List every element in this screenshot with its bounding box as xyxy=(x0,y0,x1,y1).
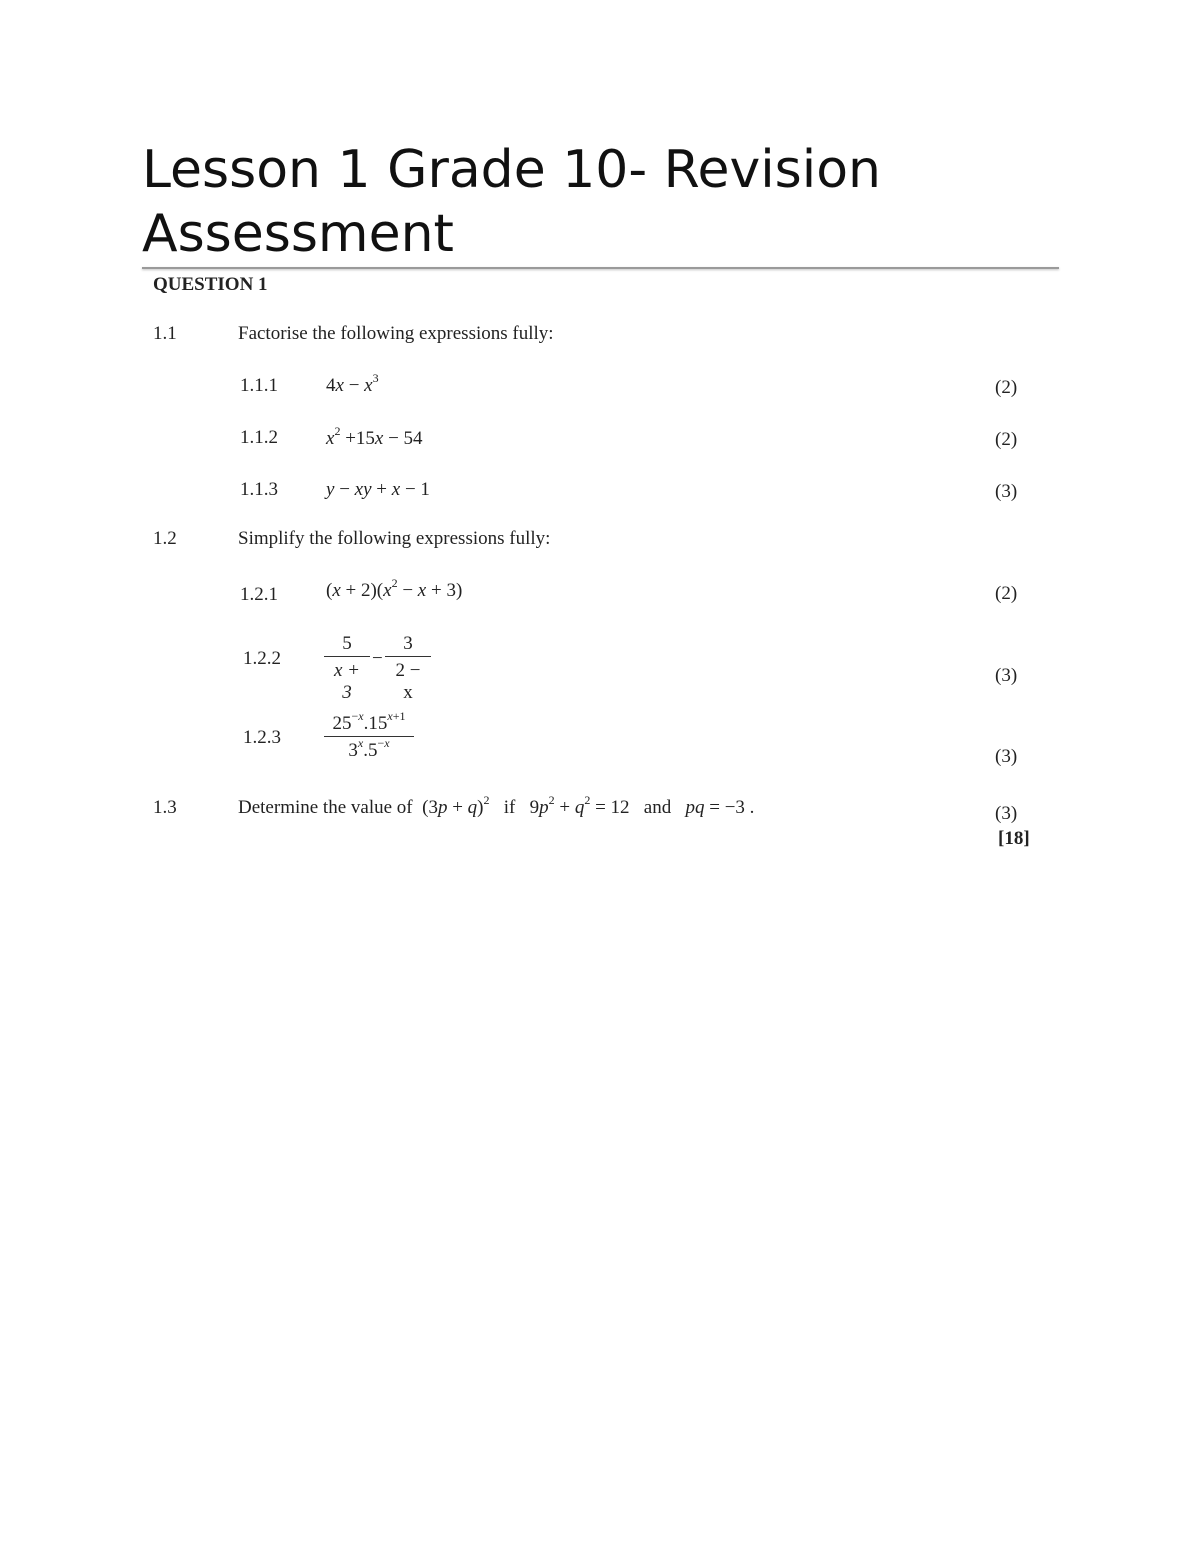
item-number-1-1-1: 1.1.1 xyxy=(240,375,278,396)
fraction-1-2-3: $\frac{25^{-x}.15^{x+1}}{3^x.5^{-x}}$ xyxy=(324,713,414,762)
total-marks: [18] xyxy=(998,828,1030,849)
mark-1-2-3: (3) xyxy=(995,746,1018,767)
mark-1-1-3: (3) xyxy=(995,481,1018,502)
expression-1-2-1: $(x + 2)(x^2 - x + 3)$ xyxy=(326,575,463,601)
mark-1-3: (3) xyxy=(995,803,1018,824)
question-heading: QUESTION 1 xyxy=(153,274,268,295)
instruction-1-1: Factorise the following expressions fully: xyxy=(238,323,554,344)
item-number-1-1-3: 1.1.3 xyxy=(240,479,278,500)
instruction-1-2: Simplify the following expressions fully: xyxy=(238,528,551,549)
question-text-1-3: Determine the value of $(3p + q)^2$ if $9p^2 + q^2 = 12$ and pq = −3 . xyxy=(238,792,755,818)
item-number-1-2-1: 1.2.1 xyxy=(240,584,278,605)
mark-1-2-2: (3) xyxy=(995,665,1018,686)
minus-operator: − xyxy=(372,648,383,669)
question-number-1-2: 1.2 xyxy=(153,528,177,549)
page-title: Lesson 1 Grade 10- Revision Assessment xyxy=(142,140,881,264)
expression-1-1-2: $x^2 +15x - 54$ xyxy=(326,423,423,449)
item-number-1-1-2: 1.1.2 xyxy=(240,427,278,448)
mark-1-1-1: (2) xyxy=(995,377,1018,398)
mark-1-2-1: (2) xyxy=(995,583,1018,604)
mark-1-1-2: (2) xyxy=(995,429,1018,450)
question-number-1-1: 1.1 xyxy=(153,323,177,344)
question-number-1-3: 1.3 xyxy=(153,797,177,818)
expression-1-1-1: $4x - x^3$ xyxy=(326,370,379,396)
expression-1-1-3: y − xy + x − 1 xyxy=(326,479,430,500)
fraction-1-2-2-second: $\frac{3}{2 - x}$ xyxy=(385,633,431,704)
item-number-1-2-3: 1.2.3 xyxy=(243,727,281,748)
title-divider xyxy=(142,267,1059,269)
fraction-1-2-2-first: $\frac{5}{x + 3}$ xyxy=(324,633,370,704)
item-number-1-2-2: 1.2.2 xyxy=(243,648,281,669)
